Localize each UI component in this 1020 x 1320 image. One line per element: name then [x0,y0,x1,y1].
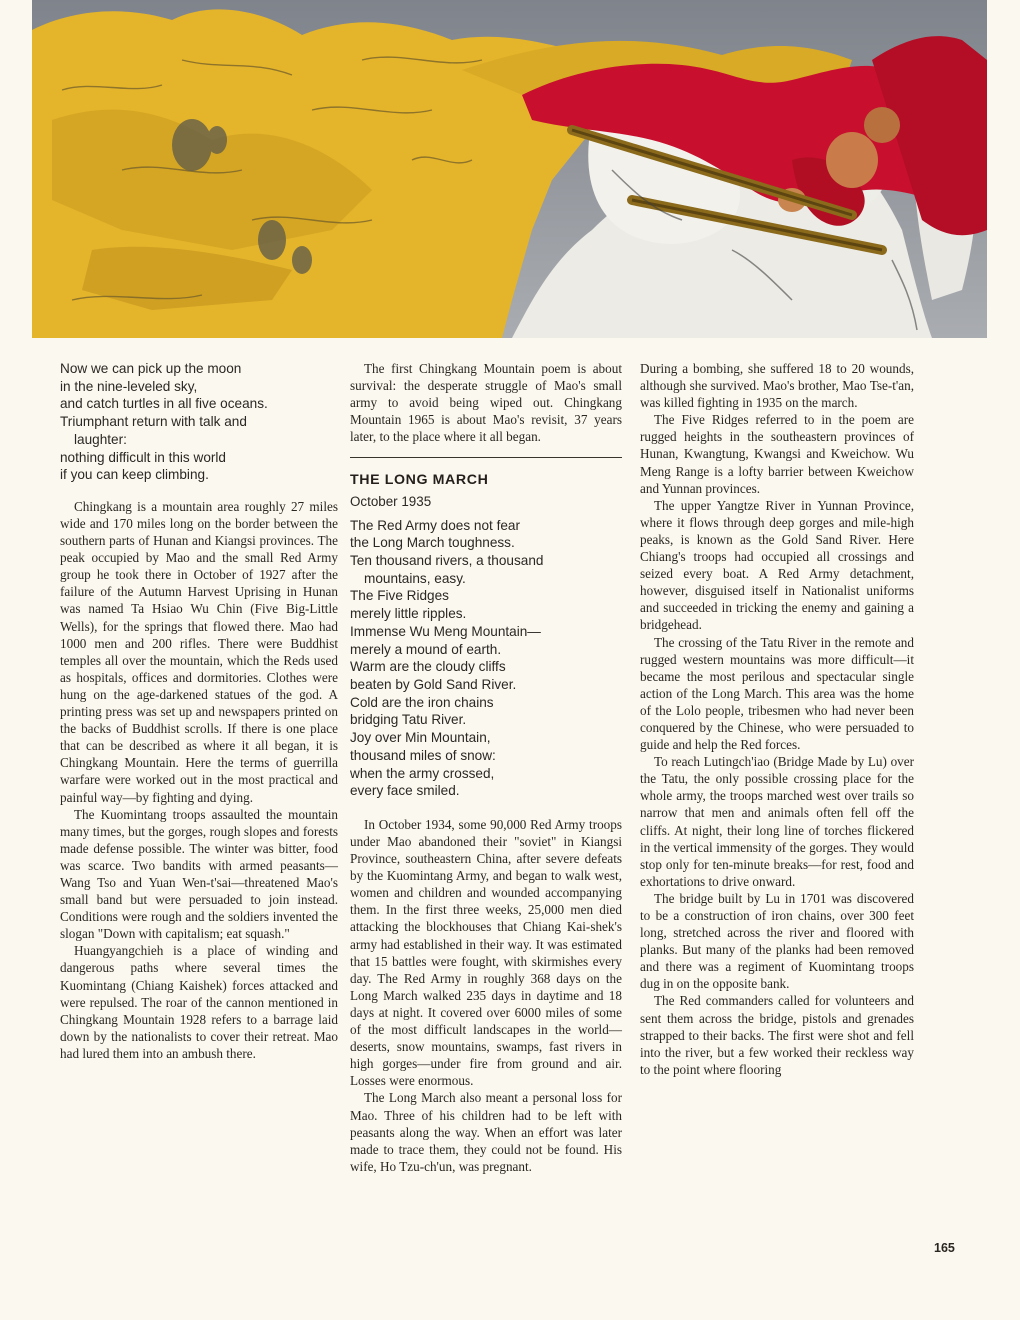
poem-date: October 1935 [350,493,432,509]
poem-line: merely a mound of earth. [350,641,502,657]
column-1 [60,360,338,1062]
poem-line: mountains, easy. [364,570,466,586]
body-paragraph: The bridge built by Lu in 1701 was discovered to be a construction of iron chains, over 300 feet long, stretched across the river and floored with planks. But many of the planks had been removed and there was a regiment of Kuomintang troops dug in on the opposite bank. [640,890,914,992]
poem-line: Immense Wu Meng Mountain— [350,623,541,639]
body-paragraph: In October 1934, some 90,000 Red Army troops under Mao abandoned their "soviet" in Kiangsi Province, southeastern China, after severe defeats by the Kuomintang Army, and began to walk west, women and children and wounded accompanying them. In the first three weeks, 25,000 men died attacking the blockhouses that Chiang Kai-shek's army had established in their way. It was estimated that 15 battles were fought, with skirmishes every day. The Red Army in roughly 368 days on the Long March walked 235 days in daytime and 18 days at night. It covered over 6000 miles of some of the most difficult landscapes in the world—deserts, snow mountains, swamps, fast rivers in high gorges—under fire from ground and air. Losses were enormous. [350,816,622,1089]
poem-line: laughter: [74,431,127,447]
poem-line: if you can keep climbing. [60,467,209,483]
poem-line: beaten by Gold Sand River. [350,676,517,692]
body-paragraph: The first Chingkang Mountain poem is about survival: the desperate struggle of Mao's small army to avoid being wiped out. Chingkang Mountain 1965 is about Mao's revisit, 37 years later, to the place where it all began. [350,361,622,445]
poem-line: every face smiled. [350,783,460,799]
section-divider [350,457,622,458]
long-march-painting-icon [32,0,987,338]
body-paragraph: Huangyangchieh is a place of winding and dangerous paths where several times the Kuomintang (Chiang Kaishek) forces attacked and were repulsed. The roar of the cannon mentioned in Chingkang Mountain 1928 refers to a barrage laid down by the nationalists to cover their retreat. Mao had lured them into an ambush there. [60,943,338,1061]
poem-line: Now we can pick up the moon [60,361,242,376]
poem-line: bridging Tatu River. [350,712,467,728]
poem-excerpt [60,360,338,484]
poem-line: nothing difficult in this world [60,449,226,465]
poem-line: The Red Army does not fear [350,517,521,533]
body-paragraph: The Red commanders called for volunteers and sent them across the bridge, pistols and grenades strapped to their backs. The first were shot and fell into the river, but a few worked their reckless way to the point where flooring [640,993,914,1077]
body-paragraph: The upper Yangtze River in Yunnan Province, where it flows through deep gorges and mile-high peaks, is known as the Gold Sand River. Here Chiang's troops had occupied all crossings and seized every boat. A Red Army detachment, however, disguised itself in Nationalist uniforms and succeeded in tricking the enemy and gaining a bridgehead. [640,497,914,633]
poem-line: in the nine-leveled sky, [60,378,198,394]
poem-line: Joy over Min Mountain, [350,730,491,746]
poem-long-march [350,517,622,800]
poem-line: Warm are the cloudy cliffs [350,659,506,675]
poem-line: Cold are the iron chains [350,694,494,710]
page-number: 165 [934,1241,955,1255]
poem-line: the Long March toughness. [350,535,515,551]
long-march-painting [32,0,987,338]
body-paragraph: Chingkang is a mountain area roughly 27 miles wide and 170 miles long on the border between the southern parts of Hunan and Kiangsi provinces. The peak occupied by Mao and the small Red Army group he took there in October of 1927 after the failure of the Autumn Harvest Uprising in Hunan was named Ta Hsiao Wu Chin (Five Big-Little Wells), for the springs that flowed there. Mao had 1000 men and 200 rifles. There were Buddhist temples all over the mountain, which the Reds used as hospitals, offices and dormitories. Clothes were hung on the age-darkened statues of the god. A printing press was set up and newspapers printed on the backs of Buddhist scrolls. If there is one place that can be described as where it all began, it is Chingkang Mountain. Here the terms of guerrilla warfare were worked out in the most practical and painful way—by fighting and dying. [60,498,338,805]
body-paragraph: The Kuomintang troops assaulted the mountain many times, but the gorges, rough slopes and forests made defense possible. The winter was bitter, food was scarce. Two bandits with armed peasants—Wang Tso and Yuan Wen-t'sai—threatened Mao's small band but were persuaded to join instead. Conditions were rough and the soldiers invented the slogan "Down with capitalism; eat squash." [60,806,338,942]
poem-line: when the army crossed, [350,765,495,781]
poem-line: The Five Ridges [350,588,449,604]
body-paragraph: The crossing of the Tatu River in the remote and rugged western mountains was more difficult—it became the most perilous and spectacular single action of the Long March. This area was the home of the Lolo people, tribesmen who had never been conquered by the Chinese, who were persuaded to guide and help the Red forces. [640,634,914,753]
poem-title: THE LONG MARCH [350,472,489,489]
body-paragraph: During a bombing, she suffered 18 to 20 wounds, although she survived. Mao's brother, Mao Tse-t'an, was killed fighting in 1935 on the march. [640,361,914,411]
poem-line: merely little ripples. [350,606,467,622]
poem-line: and catch turtles in all five oceans. [60,396,268,412]
column-3 [640,360,914,1078]
poem-line: Triumphant return with talk and [60,414,247,430]
poem-line: thousand miles of snow: [350,747,496,763]
body-paragraph: The Long March also meant a personal loss for Mao. Three of his children had to be left with peasants along the way. When an effort was later made to trace them, they could not be found. His wife, Ho Tzu-ch'un, was pregnant. [350,1090,622,1174]
poem-line: Ten thousand rivers, a thousand [350,553,544,569]
body-paragraph: The Five Ridges referred to in the poem are rugged heights in the southeastern provinces of Hunan, Kwangtung, Kwangsi and Kweichow. Wu Meng Range is a lofty barrier between Kweichow and Yunnan provinces. [640,412,914,496]
column-2 [350,360,622,1175]
body-paragraph: To reach Lutingch'iao (Bridge Made by Lu) over the Tatu, the only possible crossing place for the whole army, the troops marched west over trails so narrow that men and animals often fell off the cliffs. At night, their long line of torches flickered in the vertical immensity of the gorges. They would stop only for ten-minute breaks—for rest, food and exhortations to drive onward. [640,754,914,889]
